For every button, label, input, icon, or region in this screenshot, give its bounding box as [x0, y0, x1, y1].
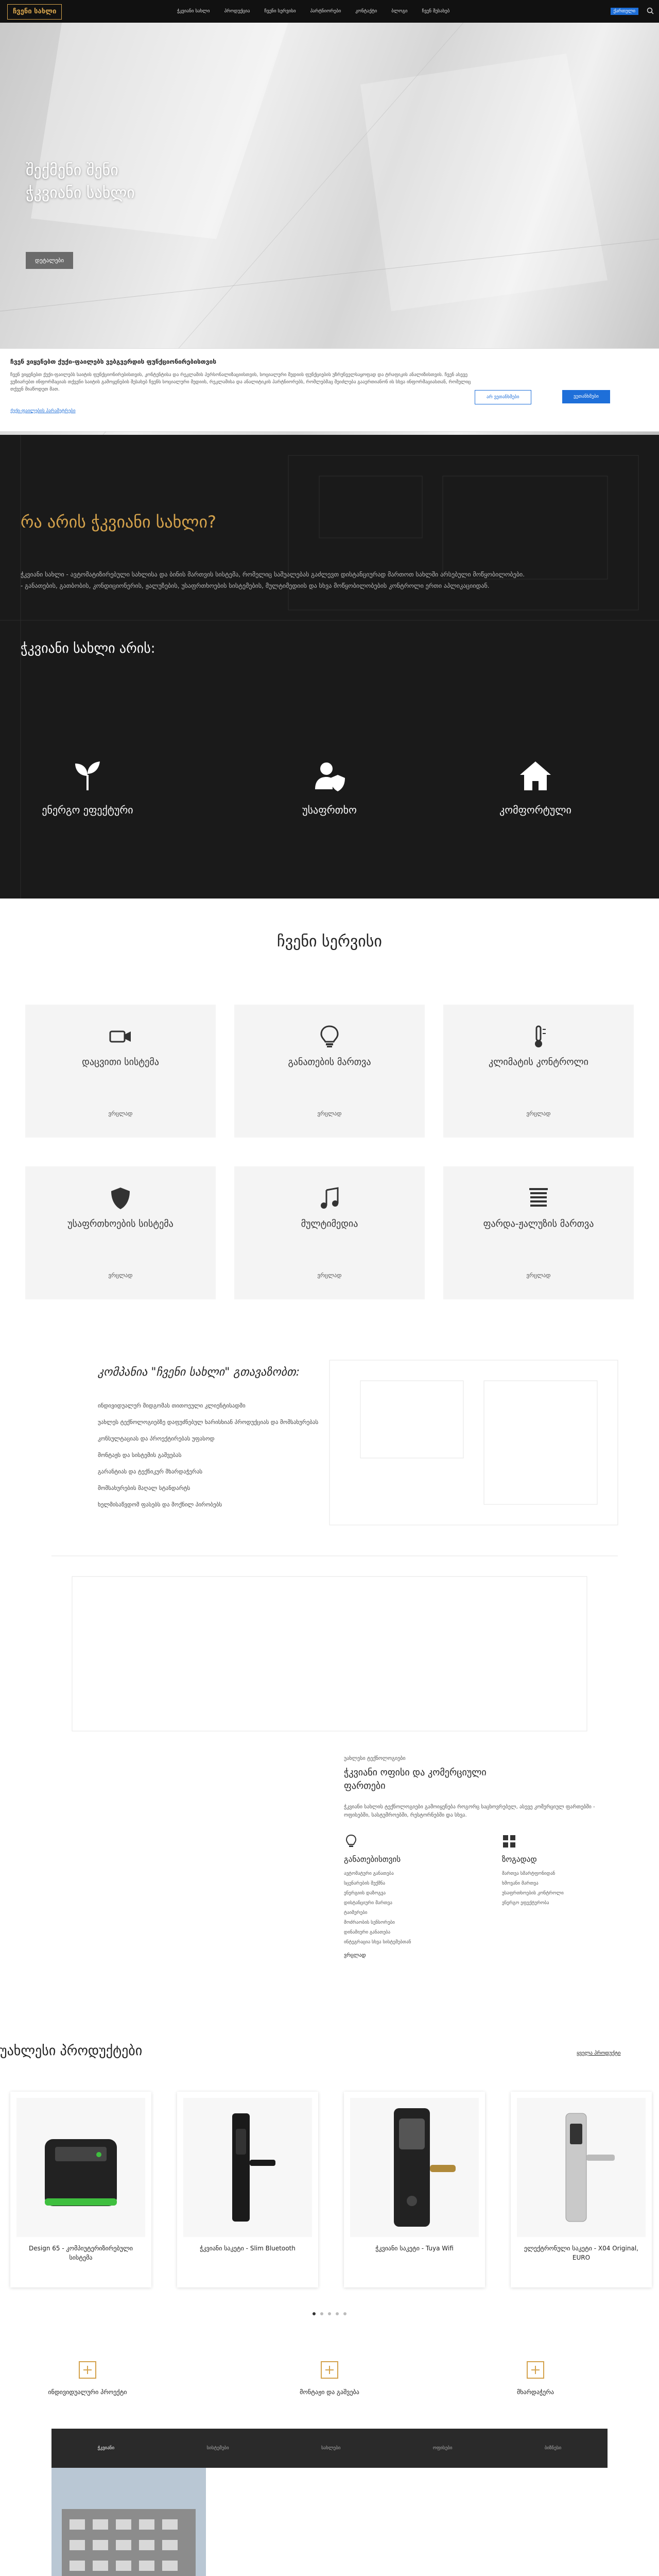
products-title: უახლესი პროდუქტები: [0, 2043, 143, 2059]
project-photo[interactable]: [51, 2468, 206, 2576]
filter-item[interactable]: ჭკვიანი: [97, 2446, 115, 2451]
product-image: [183, 2098, 312, 2237]
info-subtitle: უახლესი ტექნოლოგიები: [344, 1756, 406, 1761]
cookie-settings-link[interactable]: ქუქი-ფაილების პარამეტრები: [10, 409, 76, 414]
hero-banner: [0, 23, 659, 435]
feature-energy: [21, 759, 154, 816]
info-col1-item: ენერგიის დაზოგვა: [344, 1891, 386, 1896]
product-image: [517, 2098, 646, 2237]
service-card-multimedia[interactable]: [234, 1166, 425, 1299]
project-icon: [77, 2360, 98, 2380]
product-name: Design 65 - კომპიუტერიზირებული სისტემა: [29, 2245, 133, 2261]
shield-icon: [108, 1186, 133, 1211]
tab-project[interactable]: ინდივიდუალური პროექტი: [48, 2388, 127, 2396]
service-name: ფარდა-ჟალუზის მართვა: [483, 1218, 594, 1229]
support-icon: [525, 2360, 546, 2380]
info-col1-list: [344, 1869, 411, 1947]
tab-install[interactable]: მონტაჟი და გაშვება: [300, 2388, 359, 2396]
product-card[interactable]: [10, 2092, 151, 2287]
product-image: [350, 2098, 479, 2237]
project-filter-strip: [51, 2429, 608, 2468]
about-text: [21, 569, 608, 591]
benefit-item: გარანტიას და ტექნიკურ მხარდაჭერას: [98, 1468, 203, 1475]
benefit-item: ინდივიდუალურ მიდგომას თითოეული კლიენტისადმი: [98, 1402, 246, 1409]
nav-item-contact[interactable]: კონტაქტი: [355, 9, 377, 14]
service-more-link[interactable]: ვრცლად: [526, 1110, 551, 1117]
about-section: [0, 435, 659, 899]
cookie-text: ჩვენ ვიყენებთ ქუქი-ფაილებს საიტის ფუნქციონირებისთვის, კონტენტისა და რეკლამის პერსონალიზაციისთვის, სოციალური მედიის ფუნქციების უზრუნველსაყოფად და ტრაფიკის ანალიზისთვის. ჩვენ ასევე ვუზიარებთ ინფორმაციას თქვენი საიტის გამოყენების შესახებ ჩვენს სოციალური მედიის, რეკლამისა და ანალიტიკის პარტნიორებს, რომლებმაც შეიძლება გააერთიანონ ის სხვა ინფორმაციასთან, რომელიც თქვენ მიაწოდეთ მათ.: [10, 372, 471, 392]
blinds-icon: [526, 1186, 551, 1211]
product-image: [16, 2098, 145, 2237]
service-more-link[interactable]: ვრცლად: [526, 1272, 551, 1279]
service-more-link[interactable]: ვრცლად: [317, 1272, 342, 1279]
service-name: განათების მართვა: [288, 1057, 371, 1067]
benefits-list: [98, 1401, 345, 1517]
site-logo[interactable]: [7, 4, 62, 20]
nav-item-blog[interactable]: ბლოგი: [391, 9, 408, 14]
info-col1-item: ტაიმერები: [344, 1910, 368, 1916]
nav-item-products[interactable]: პროდუქცია: [224, 9, 250, 14]
info-col2-list: [502, 1869, 564, 1908]
benefit-item: მონტაჟს და სისტემის გაშვებას: [98, 1452, 182, 1459]
all-products-link[interactable]: ყველა პროდუქტი: [577, 2050, 621, 2056]
feature-comfort-label: კომფორტული: [499, 804, 571, 816]
service-name: კლიმატის კონტროლი: [489, 1057, 588, 1067]
info-col2-item: მართვა სმარტფონიდან: [502, 1871, 556, 1876]
about-title: რა არის ჭკვიანი სახლი?: [21, 512, 216, 532]
feature-energy-label: ენერგო ეფექტური: [42, 804, 133, 816]
hero-title-line2: ჭკვიანი სახლი: [26, 184, 135, 202]
about-text-2: - განათების, გათბობის, კონდიციონერის, ჟალუზების, უსაფრთხოების სისტემების, მულტიმედიის და სხვა მოწყობილობების კონტროლი ერთი აპლიკაციიდან.: [21, 582, 490, 589]
service-card-lighting[interactable]: [234, 1005, 425, 1138]
hero-title: [26, 159, 135, 205]
product-card[interactable]: [177, 2092, 318, 2287]
building-image: [51, 2468, 206, 2576]
info-col2-item: ხმოვანი მართვა: [502, 1881, 539, 1886]
feature-comfort: [469, 759, 602, 816]
service-card-security[interactable]: [25, 1005, 216, 1138]
service-name: მულტიმედია: [301, 1218, 358, 1229]
cookie-title: ჩვენ ვიყენებთ ქუქი-ფაილებს ვებგვერდის ფუნქციონირებისთვის: [10, 358, 217, 365]
info-col2-item: უსაფრთხოების კონტროლი: [502, 1891, 564, 1896]
service-name: დაცვითი სისტემა: [82, 1057, 159, 1067]
service-more-link[interactable]: ვრცლად: [317, 1110, 342, 1117]
about-text-1: ჭკვიანი სახლი - ავტომატიზირებული სახლისა და ბინის მართვის სისტემა, რომელიც საშუალებას გაძლევთ დისტანციურად მართოთ სახლში არსებული მოწყობილობები.: [21, 571, 525, 578]
info-col1-item: მოძრაობის სენსორები: [344, 1920, 395, 1925]
feature-safe-label: უსაფრთხო: [302, 804, 357, 816]
camera-icon: [108, 1024, 133, 1049]
carousel-dots[interactable]: [309, 2308, 350, 2312]
feature-safe: [263, 759, 396, 816]
hero-details-button[interactable]: დეტალები: [26, 252, 73, 269]
info-title-line1: ჭკვიანი ოფისი და კომერციული: [344, 1767, 487, 1778]
services-title: ჩვენი სერვისი: [277, 933, 382, 951]
product-name: ჭკვიანი საკეტი - Slim Bluetooth: [200, 2245, 296, 2252]
info-col1-item: სცენარების შექმნა: [344, 1881, 386, 1886]
service-card-climate[interactable]: [443, 1005, 634, 1138]
service-name: უსაფრთხოების სისტემა: [67, 1218, 174, 1229]
lightbulb-icon: [344, 1834, 358, 1849]
tab-support[interactable]: მხარდაჭერა: [516, 2388, 554, 2396]
smart-lock-icon: [183, 2098, 312, 2237]
product-name: ჭკვიანი საკეტი - Tuya Wifi: [375, 2245, 454, 2252]
filter-item[interactable]: ოფისები: [432, 2446, 453, 2451]
smart-lock-wifi-icon: [350, 2098, 479, 2237]
hero-title-line1: შექმენი შენი: [26, 161, 118, 179]
about-subtitle: ჭკვიანი სახლი არის:: [21, 641, 155, 656]
search-icon[interactable]: [647, 7, 654, 14]
home-icon: [519, 759, 552, 792]
info-col1-item: დინამიური განათება: [344, 1930, 391, 1935]
bulb-icon: [317, 1024, 342, 1049]
filter-item[interactable]: ბიზნესი: [544, 2446, 562, 2451]
info-col2-title: ზოგადად: [502, 1855, 537, 1864]
main-nav: [170, 0, 457, 23]
nav-item-services[interactable]: ჩვენი სერვისი: [264, 9, 296, 14]
product-card[interactable]: [344, 2092, 485, 2287]
language-switcher[interactable]: ქართული: [611, 8, 639, 15]
product-card[interactable]: [511, 2092, 652, 2287]
info-col1-item: ავტომატური განათება: [344, 1871, 394, 1876]
info-col1-item: ინტეგრაცია სხვა სისტემებთან: [344, 1940, 411, 1945]
info-title: [344, 1766, 487, 1793]
filter-item[interactable]: სისტემები: [206, 2446, 229, 2451]
install-icon: [319, 2360, 340, 2380]
benefit-item: მომსახურების მაღალ სტანდარტს: [98, 1485, 190, 1492]
benefit-item: კონსულტაციას და პროექტირებას უფასოდ: [98, 1435, 215, 1442]
service-more-link[interactable]: ვრცლად: [108, 1272, 133, 1279]
sprout-icon: [71, 759, 104, 792]
thermometer-icon: [526, 1024, 551, 1049]
service-card-safety[interactable]: [25, 1166, 216, 1299]
benefit-item: უახლეს ტექნოლოგიებზე დაფუძნებულ ხარისხიან პროდუქციას და მომსახურებას: [98, 1419, 319, 1426]
top-navigation-bar: [0, 0, 659, 23]
electronic-lock-icon: [517, 2098, 646, 2237]
blueprint-background: [0, 435, 659, 899]
benefits-title: კომპანია "ჩვენი სახლი" გთავაზობთ:: [98, 1366, 300, 1379]
service-card-blinds[interactable]: [443, 1166, 634, 1299]
nav-item-about[interactable]: ჩვენ შესახებ: [422, 9, 450, 14]
user-shield-icon: [313, 759, 346, 792]
cookie-accept-button[interactable]: ვეთანხმები: [562, 390, 610, 403]
nav-item-partners[interactable]: პარტნიორები: [310, 9, 341, 14]
cookie-banner: [0, 348, 659, 432]
benefit-item: ხელმისაწვდომ ფასებს და მოქნილ პირობებს: [98, 1501, 222, 1508]
logo-text: ჩვენი სახლი: [13, 8, 57, 15]
info-text: ჭკვიანი სახლის ტექნოლოგიები გამოიყენება როგორც საცხოვრებელ, ასევე კომერციულ ფართებში - ოფისებში, სასტუმროებში, რესტორნებში და სხვა.: [344, 1804, 595, 1818]
filter-item[interactable]: სახლები: [321, 2446, 341, 2451]
grid-icon: [502, 1834, 516, 1849]
cookie-decline-button[interactable]: არ ვეთანხმები: [475, 390, 531, 404]
product-name: ელექტრონული საკეტი - X04 Original, EURO: [524, 2245, 638, 2261]
music-icon: [317, 1186, 342, 1211]
reader-device-icon: [16, 2098, 145, 2237]
info-more-link[interactable]: ვრცლად: [344, 1953, 366, 1958]
info-col1-item: დისტანციური მართვა: [344, 1901, 392, 1906]
info-col2-item: ენერგო ეფექტურობა: [502, 1901, 549, 1906]
service-more-link[interactable]: ვრცლად: [108, 1110, 133, 1117]
nav-item-smart-home[interactable]: ჭკვიანი სახლი: [177, 9, 210, 14]
info-title-line2: ფართები: [344, 1781, 386, 1791]
info-col1-title: განათებისთვის: [344, 1855, 401, 1864]
